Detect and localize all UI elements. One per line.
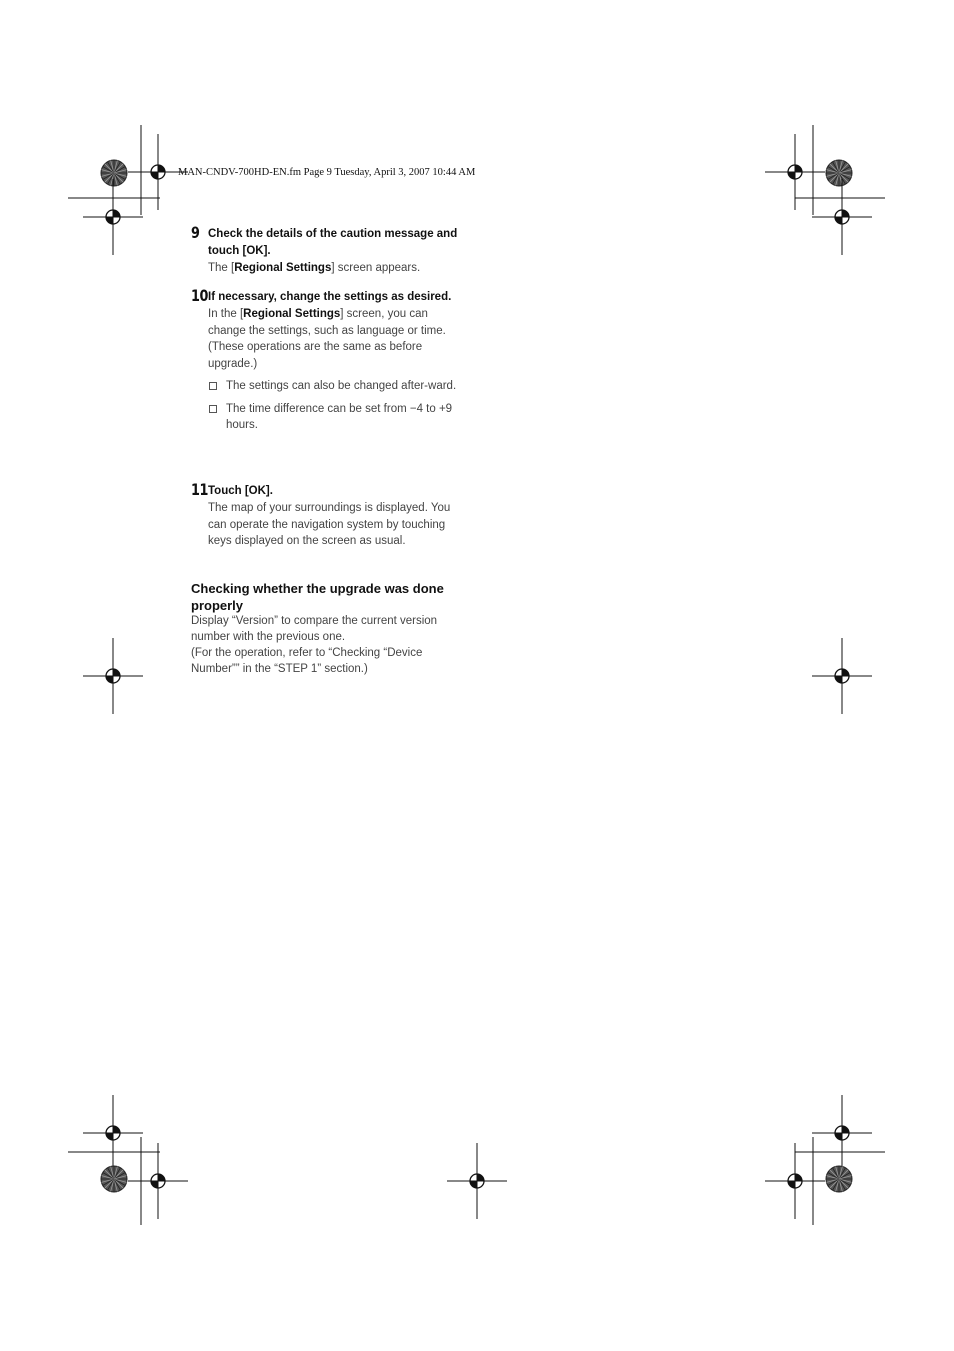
step-11 bbox=[191, 480, 466, 550]
section-paragraph: Display “Version” to compare the current version number with the previous one. bbox=[191, 615, 438, 643]
registration-crosshair-icon bbox=[447, 1143, 507, 1219]
color-registration-star-icon bbox=[101, 160, 127, 186]
step-title: If necessary, change the settings as desired. bbox=[208, 291, 452, 303]
registration-crosshair-icon bbox=[812, 1095, 872, 1171]
step-body: The [Regional Settings] screen appears. bbox=[208, 262, 421, 274]
step-number: 11 bbox=[191, 480, 209, 499]
step-10 bbox=[191, 286, 466, 434]
registration-crosshair-icon bbox=[812, 638, 872, 714]
color-registration-star-icon bbox=[826, 160, 852, 186]
step-body: In the [Regional Settings] screen, you can change the settings, such as language or time. (These operations are the same as before upgrade.) bbox=[208, 308, 446, 370]
registration-crosshair-icon bbox=[83, 179, 143, 255]
color-registration-star-icon bbox=[101, 1166, 127, 1192]
registration-crosshair-icon bbox=[83, 638, 143, 714]
checkbox-bullet-icon bbox=[209, 382, 217, 390]
note-item: The settings can also be changed after-ward. bbox=[208, 378, 466, 395]
registration-crosshair-icon bbox=[128, 1143, 188, 1219]
checkbox-bullet-icon bbox=[209, 405, 217, 413]
step-9 bbox=[191, 223, 466, 277]
section-paragraph: (For the operation, refer to “Checking “Device Number”” in the “STEP 1” section.) bbox=[191, 647, 423, 675]
registration-crosshair-icon bbox=[812, 179, 872, 255]
step-title: Check the details of the caution message and touch [OK]. bbox=[208, 228, 458, 257]
step-number: 9 bbox=[191, 223, 200, 242]
registration-crosshair-icon bbox=[83, 1095, 143, 1171]
registration-crosshair-icon bbox=[765, 1143, 825, 1219]
step-number: 10 bbox=[191, 286, 209, 305]
step-body: The map of your surroundings is displayed. You can operate the navigation system by touching keys displayed on the screen as usual. bbox=[208, 502, 451, 547]
color-registration-star-icon bbox=[826, 1166, 852, 1192]
registration-crosshair-icon bbox=[765, 134, 825, 210]
step-title: Touch [OK]. bbox=[208, 485, 273, 497]
section-heading: Checking whether the upgrade was done properly bbox=[191, 581, 444, 613]
note-item: The time difference can be set from −4 to +9 hours. bbox=[208, 401, 466, 434]
file-info-header: MAN-CNDV-700HD-EN.fm Page 9 Tuesday, April 3, 2007 10:44 AM bbox=[178, 167, 476, 178]
section-body bbox=[191, 613, 471, 677]
